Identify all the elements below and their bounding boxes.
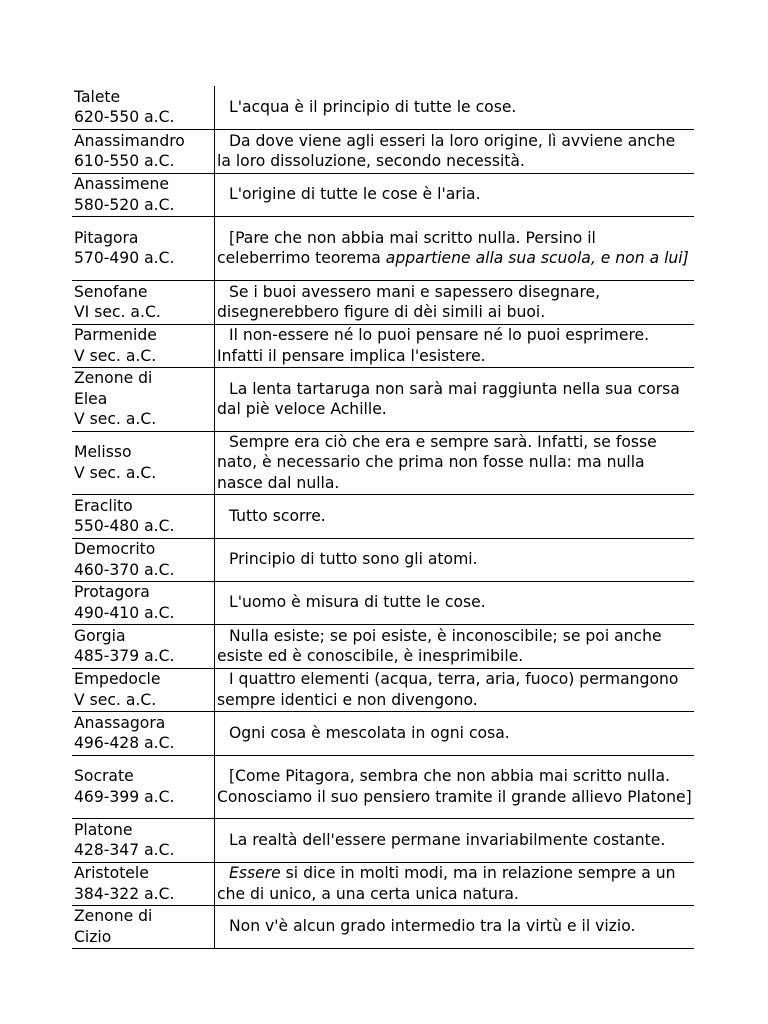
table-row: [72, 711, 694, 755]
table-row: [72, 668, 694, 711]
philosopher-dates: 384-322 a.C.: [74, 884, 175, 903]
philosopher-dates: 610-550 a.C.: [74, 152, 175, 170]
quote-text: [217, 669, 692, 710]
philosopher-dates: 496-428 a.C.: [74, 734, 175, 752]
quote-cell: [215, 905, 695, 948]
philosopher-cell: [72, 818, 215, 862]
philosopher-cell: [72, 216, 215, 280]
philosopher-name: Melisso: [74, 443, 132, 461]
quote-cell: [215, 324, 695, 367]
quote-text: [217, 97, 692, 118]
quote-text: [217, 626, 692, 667]
quote-segment: L'acqua è il principio di tutte le cose.: [229, 98, 517, 116]
quote-segment: La realtà dell'essere permane invariabilmente costante.: [229, 830, 666, 849]
quote-segment: La lenta tartaruga non sarà mai raggiunta nella sua corsa dal piè veloce Achille.: [217, 379, 680, 418]
philosopher-cell: [72, 367, 215, 431]
quote-text: [217, 131, 692, 172]
quote-text: [217, 379, 692, 420]
philosopher-cell: [72, 755, 215, 818]
philosopher-cell: [72, 668, 215, 711]
quote-text: [217, 592, 692, 613]
table-row: [72, 755, 694, 818]
quote-segment: Ogni cosa è mescolata in ogni cosa.: [229, 723, 510, 742]
quote-segment: Il non-essere né lo puoi pensare né lo puoi esprimere. Infatti il pensare implica l'esistere.: [217, 326, 650, 365]
quote-segment: si dice in molti modi, ma in relazione sempre a un che di unico, a una certa unica natura.: [217, 864, 676, 903]
philosopher-cell: [72, 129, 215, 173]
philosopher-dates: VI sec. a.C.: [74, 303, 161, 321]
quote-cell: [215, 755, 695, 818]
philosopher-cell: [72, 280, 215, 324]
quote-segment: [Come Pitagora, sembra che non abbia mai scritto nulla. Conosciamo il suo pensiero tramite il grande allievo Platone]: [217, 767, 692, 806]
quote-cell: [215, 581, 695, 624]
quote-text: [217, 863, 692, 904]
philosopher-dates: V sec. a.C.: [74, 346, 157, 365]
philosopher-cell: [72, 324, 215, 367]
table-row: [72, 173, 694, 216]
quote-segment: [Pare che non abbia mai scritto nulla. Persino il celeberrimo teorema: [217, 228, 596, 267]
table-row: [72, 538, 694, 581]
quote-italic-segment: appartiene alla sua scuola, e non a lui]: [385, 249, 689, 267]
quote-cell: [215, 538, 695, 581]
philosopher-name: Senofane: [74, 282, 148, 301]
quote-cell: [215, 624, 695, 668]
table-row: [72, 905, 694, 948]
philosopher-dates: 469-399 a.C.: [74, 787, 175, 806]
philosopher-name: Anassimene: [74, 175, 169, 193]
quote-text: [217, 549, 692, 570]
table-row: [72, 862, 694, 905]
philosopher-cell: [72, 431, 215, 494]
philosopher-cell: [72, 711, 215, 755]
quote-segment: L'uomo è misura di tutte le cose.: [229, 593, 486, 612]
philosopher-cell: [72, 581, 215, 624]
quote-text: [217, 723, 692, 744]
philosopher-name: Socrate: [74, 767, 134, 785]
quote-cell: [215, 668, 695, 711]
quote-text: [217, 916, 692, 937]
philosopher-name: Zenone di Cizio: [74, 907, 153, 946]
table-row: [72, 818, 694, 862]
philosopher-cell: [72, 86, 215, 129]
philosopher-dates: V sec. a.C.: [74, 410, 157, 429]
quote-cell: [215, 711, 695, 755]
philosopher-name: Eraclito: [74, 496, 133, 515]
philosopher-cell: [72, 862, 215, 905]
quote-segment: Tutto scorre.: [229, 506, 326, 525]
philosopher-dates: 460-370 a.C.: [74, 560, 175, 579]
philosopher-name: Pitagora: [74, 228, 139, 247]
quote-cell: [215, 173, 695, 216]
philosopher-dates: 490-410 a.C.: [74, 603, 175, 622]
table-row: [72, 129, 694, 173]
table-row: [72, 216, 694, 280]
philosopher-dates: 428-347 a.C.: [74, 841, 175, 859]
quote-cell: [215, 862, 695, 905]
quote-cell: [215, 216, 695, 280]
philosopher-dates: 570-490 a.C.: [74, 249, 175, 267]
quote-cell: [215, 431, 695, 494]
quote-text: [217, 228, 692, 269]
quote-text: [217, 325, 692, 366]
philosopher-dates: 620-550 a.C.: [74, 108, 175, 127]
philosopher-name: Talete: [74, 87, 121, 106]
philosopher-dates: 550-480 a.C.: [74, 517, 175, 535]
quote-text: [217, 830, 692, 851]
table-row: [72, 624, 694, 668]
philosopher-dates: V sec. a.C.: [74, 690, 157, 709]
philosopher-name: Anassimandro: [74, 131, 185, 150]
philosopher-name: Empedocle: [74, 670, 161, 688]
quote-cell: [215, 280, 695, 324]
quote-segment: Sempre era ciò che era e sempre sarà. Infatti, se fosse nato, è necessario che prima non fosse nulla: ma nulla nasce dal nulla.: [217, 432, 657, 492]
philosopher-name: Parmenide: [74, 326, 157, 344]
table-row: [72, 324, 694, 367]
quote-cell: [215, 129, 695, 173]
philosopher-dates: 580-520 a.C.: [74, 195, 175, 214]
philosopher-name: Anassagora: [74, 713, 166, 732]
philosopher-cell: [72, 494, 215, 538]
table-row: [72, 86, 694, 129]
philosopher-name: Platone: [74, 820, 133, 839]
philosopher-cell: [72, 173, 215, 216]
table-row: [72, 367, 694, 431]
philosopher-name: Zenone di Elea: [74, 369, 153, 408]
quote-segment: L'origine di tutte le cose è l'aria.: [229, 185, 481, 204]
quote-cell: [215, 818, 695, 862]
quote-segment: I quattro elementi (acqua, terra, aria, fuoco) permangono sempre identici e non divengono.: [217, 670, 679, 709]
quote-italic-segment: Essere: [229, 864, 281, 882]
table-row: [72, 581, 694, 624]
quote-segment: Da dove viene agli esseri la loro origine, lì avviene anche la loro dissoluzione, secondo necessità.: [217, 131, 676, 170]
quote-cell: [215, 86, 695, 129]
quote-text: [217, 432, 692, 494]
quote-text: [217, 282, 692, 323]
philosopher-name: Democrito: [74, 540, 156, 558]
quote-segment: Non v'è alcun grado intermedio tra la virtù e il vizio.: [229, 917, 636, 936]
table-row: [72, 280, 694, 324]
quote-text: [217, 184, 692, 205]
philosopher-name: Gorgia: [74, 626, 126, 645]
philosopher-cell: [72, 624, 215, 668]
philosopher-cell: [72, 538, 215, 581]
quote-text: [217, 506, 692, 527]
quote-segment: Principio di tutto sono gli atomi.: [229, 550, 478, 569]
quote-segment: Nulla esiste; se poi esiste, è inconoscibile; se poi anche esiste ed è conoscibile, è inesprimibile.: [217, 626, 662, 665]
philosopher-dates: 485-379 a.C.: [74, 647, 175, 665]
table-row: [72, 431, 694, 494]
philosopher-name: Aristotele: [74, 864, 149, 882]
table-row: [72, 494, 694, 538]
quote-text: [217, 766, 692, 807]
philosopher-name: Protagora: [74, 583, 150, 601]
quote-cell: [215, 494, 695, 538]
philosopher-dates: V sec. a.C.: [74, 463, 157, 482]
philosopher-cell: [72, 905, 215, 948]
philosophers-table: [72, 86, 694, 949]
quote-cell: [215, 367, 695, 431]
quote-segment: Se i buoi avessero mani e sapessero disegnare, disegnerebbero figure di dèi simili ai buoi.: [217, 282, 601, 321]
table-body: [72, 86, 694, 948]
